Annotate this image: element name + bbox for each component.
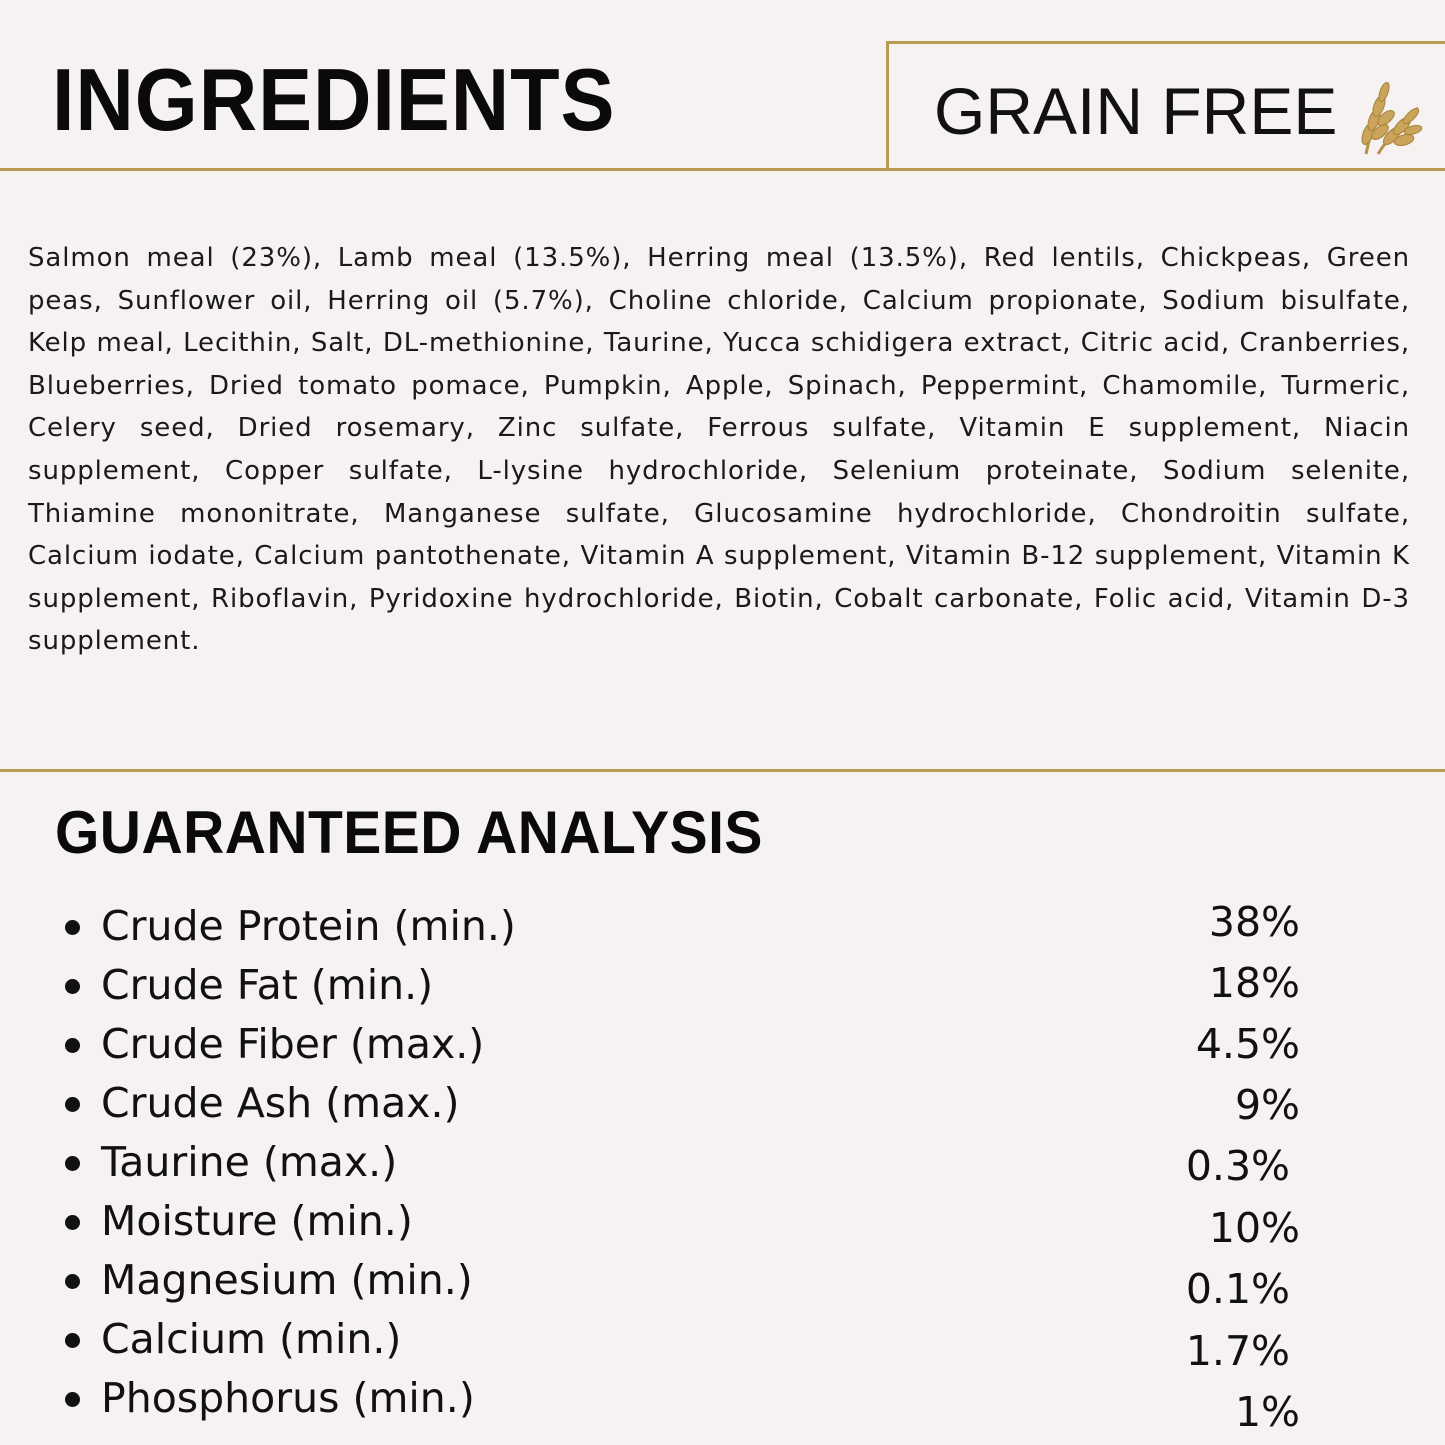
bullet-icon [65, 1097, 80, 1112]
analysis-row-phosphorus [0, 1372, 1445, 1436]
analysis-label: Phosphorus (min.) [101, 1374, 475, 1422]
analysis-row-magnesium [0, 1254, 1445, 1313]
bullet-icon [65, 1392, 80, 1407]
analysis-label: Calcium (min.) [101, 1315, 402, 1363]
analysis-row-crude-protein [0, 900, 1445, 959]
analysis-value: 38% [1208, 898, 1300, 946]
analysis-label: Moisture (min.) [101, 1197, 413, 1245]
bullet-icon [65, 1274, 80, 1289]
analysis-value: 10% [1208, 1204, 1300, 1252]
analysis-label: Crude Fat (min.) [101, 961, 434, 1009]
analysis-value: 0.3% [1185, 1142, 1290, 1190]
badge-label: GRAIN FREE [934, 74, 1338, 148]
analysis-row-moisture [0, 1195, 1445, 1254]
analysis-title: GUARANTEED ANALYSIS [55, 799, 763, 866]
analysis-value: 9% [1234, 1081, 1300, 1129]
analysis-value: 18% [1208, 959, 1300, 1007]
analysis-value: 0.1% [1185, 1265, 1290, 1313]
bullet-icon [65, 1215, 80, 1230]
analysis-label: Crude Ash (max.) [101, 1079, 460, 1127]
analysis-row-crude-fiber [0, 1018, 1445, 1077]
analysis-value: 1% [1234, 1388, 1300, 1436]
bullet-icon [65, 920, 80, 935]
analysis-label: Taurine (max.) [101, 1138, 398, 1186]
bullet-icon [65, 1333, 80, 1348]
bullet-icon [65, 1156, 80, 1171]
ingredients-text: Salmon meal (23%), Lamb meal (13.5%), Herring meal (13.5%), Red lentils, Chickpeas, Green peas, Sunflower oil, Herring oil (5.7%), Choline chloride, Calcium propionate, Sodium bisulfate, Kelp meal, Lecithin, Salt, DL-methionine, Taurine, Yucca schidigera extract, Citric acid, Cranberries, Blueberries, Dried tomato pomace, Pumpkin, Apple, Spinach, Peppermint, Chamomile, Turmeric, Celery seed, Dried rosemary, Zinc sulfate, Ferrous sulfate, Vitamin E supplement, Niacin supplement, Copper sulfate, L-lysine hydrochloride, Selenium proteinate, Sodium selenite, Thiamine mononitrate, Manganese sulfate, Glucosamine hydrochloride, Chondroitin sulfate, Calcium iodate, Calcium pantothenate, Vitamin A supplement, Vitamin B-12 supplement, Vitamin K supplement, Riboflavin, Pyridoxine hydrochloride, Biotin, Cobalt carbonate, Folic acid, Vitamin D-3 supplement. [28, 243, 1410, 657]
analysis-row-taurine [0, 1136, 1445, 1195]
analysis-value: 4.5% [1195, 1020, 1300, 1068]
analysis-value: 1.7% [1185, 1327, 1290, 1375]
analysis-label: Crude Protein (min.) [101, 902, 516, 950]
page-title: INGREDIENTS [52, 50, 616, 149]
analysis-row-crude-ash [0, 1077, 1445, 1136]
bullet-icon [65, 979, 80, 994]
analysis-row-crude-fat [0, 959, 1445, 1018]
analysis-row-calcium [0, 1313, 1445, 1375]
analysis-label: Magnesium (min.) [101, 1256, 473, 1304]
bullet-icon [65, 1038, 80, 1053]
analysis-label: Crude Fiber (max.) [101, 1020, 485, 1068]
